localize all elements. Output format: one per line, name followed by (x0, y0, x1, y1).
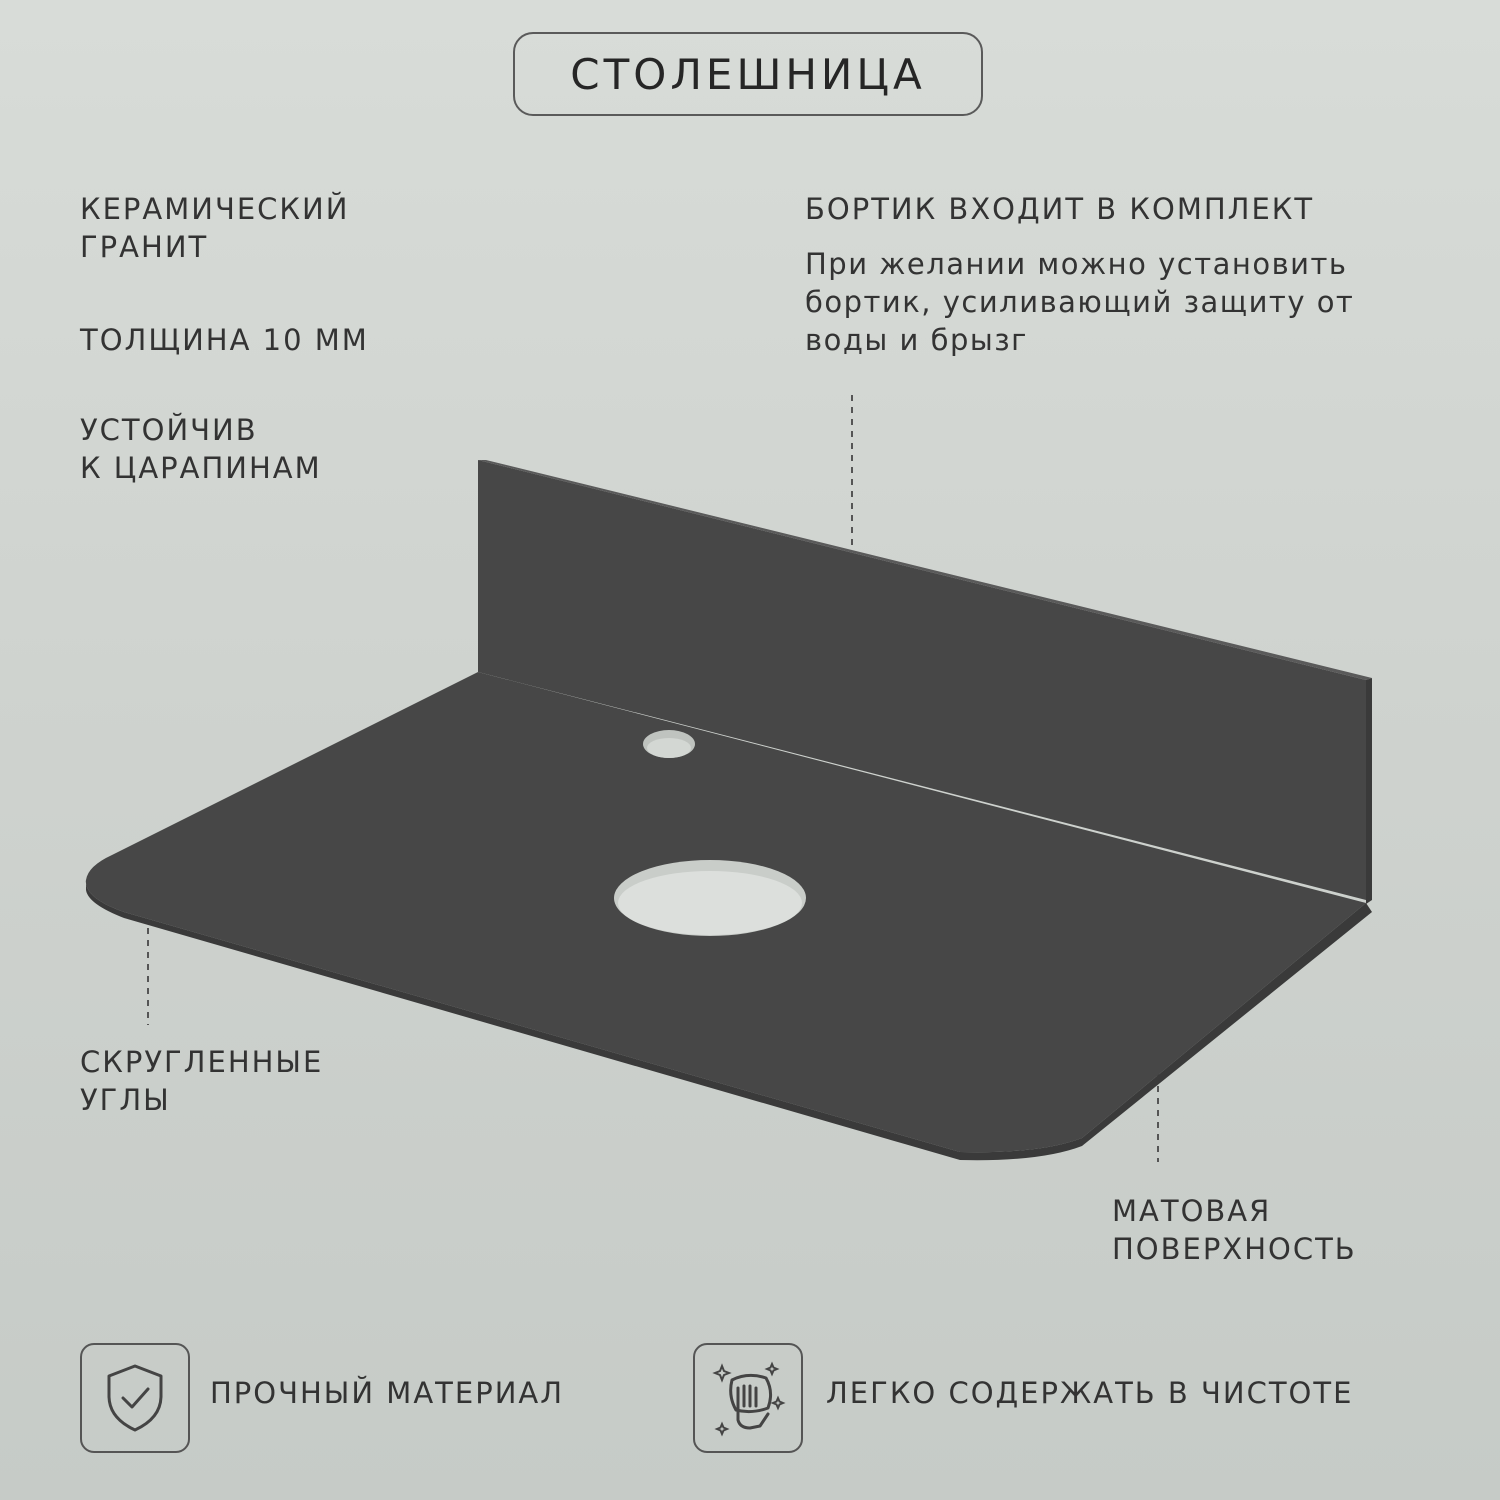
material-label-line-1: КЕРАМИЧЕСКИЙ (80, 192, 350, 226)
matte-surface-label (1112, 1192, 1357, 1268)
backsplash-side-edge (1366, 678, 1372, 904)
thickness-label: ТОЛЩИНА 10 ММ (80, 323, 369, 357)
corners-label-line-1: СКРУГЛЕННЫЕ (80, 1045, 324, 1079)
rounded-corners-label (80, 1043, 323, 1119)
surface-label-line-1: МАТОВАЯ (1112, 1194, 1272, 1228)
material-label-line-2: ГРАНИТ (80, 230, 209, 264)
hand-cloth-wipe-icon (693, 1343, 803, 1453)
surface-label-line-2: ПОВЕРХНОСТЬ (1112, 1232, 1357, 1266)
durable-material-label: ПРОЧНЫЙ МАТЕРИАЛ (210, 1376, 565, 1410)
backsplash-title: БОРТИК ВХОДИТ В КОМПЛЕКТ (805, 192, 1315, 226)
scratch-label-line-2: К ЦАРАПИНАМ (80, 451, 322, 485)
page-title: СТОЛЕШНИЦА (513, 32, 983, 116)
drain-hole-inner (618, 871, 802, 935)
scratch-label-line-1: УСТОЙЧИВ (80, 413, 258, 447)
easy-clean-label: ЛЕГКО СОДЕРЖАТЬ В ЧИСТОТЕ (826, 1376, 1354, 1410)
backsplash-desc-line-2: бортик, усиливающий защиту от (805, 285, 1355, 319)
backsplash-desc-line-3: воды и брызг (805, 323, 1028, 357)
corners-label-line-2: УГЛЫ (80, 1083, 171, 1117)
shield-check-icon (80, 1343, 190, 1453)
faucet-hole-inner (647, 738, 691, 758)
backsplash-desc-line-1: При желании можно установить (805, 247, 1348, 281)
